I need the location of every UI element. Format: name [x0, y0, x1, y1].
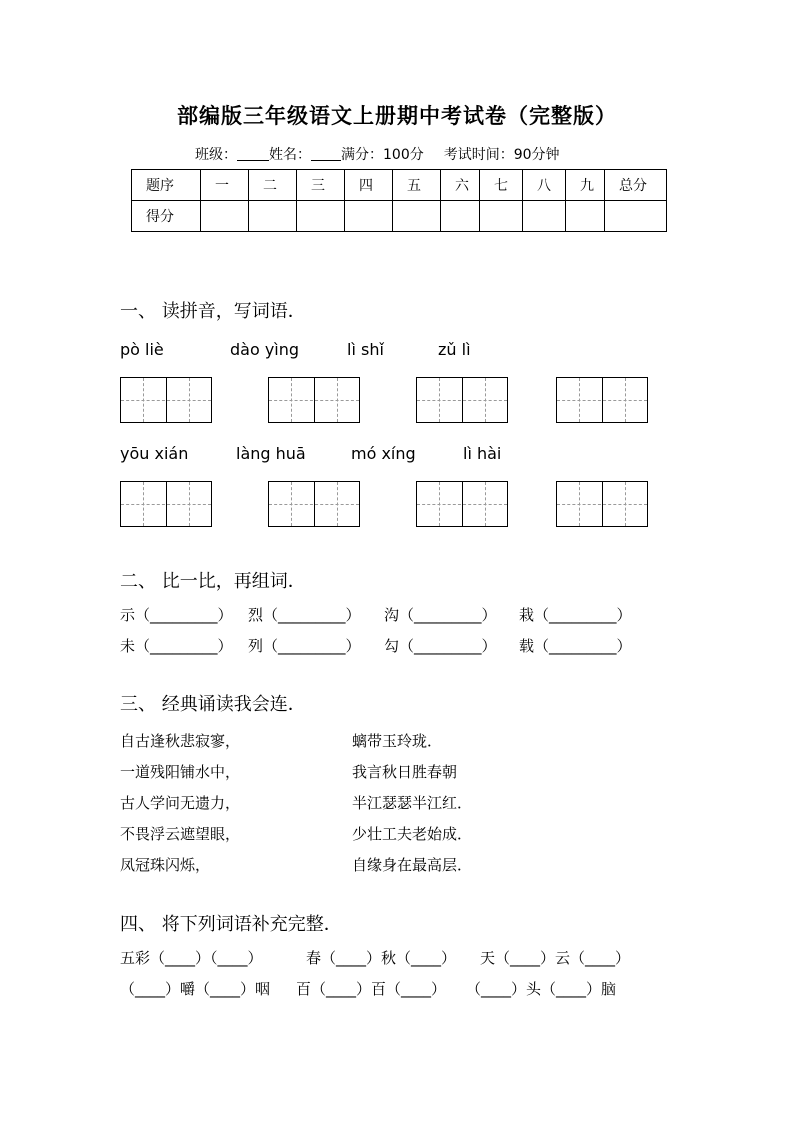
idiom-fill-item[interactable]: 天（____）云（____）: [480, 949, 631, 967]
score-row-label: 得分: [132, 201, 201, 232]
score-cell[interactable]: [297, 201, 345, 232]
poem-line-left[interactable]: 凤冠珠闪烁，: [120, 856, 211, 874]
pinyin-label: lì hài: [463, 444, 502, 463]
exam-time: 考试时间：90分钟: [443, 147, 560, 163]
full-score: 满分：100分: [341, 147, 424, 163]
section-1-title: 一、 读拼音，写词语．: [120, 301, 306, 322]
poem-line-left[interactable]: 一道残阳铺水中，: [120, 763, 241, 781]
writing-grid[interactable]: [416, 377, 508, 423]
score-header-cell: 七: [480, 170, 523, 201]
score-cell[interactable]: [393, 201, 441, 232]
score-table: [131, 169, 667, 232]
poem-line-left[interactable]: 不畏浮云遮望眼，: [120, 825, 241, 843]
idiom-fill-item[interactable]: （____）头（____）脑: [466, 980, 617, 998]
idiom-fill-item[interactable]: 百（____）百（____）: [296, 980, 447, 998]
writing-grid[interactable]: [268, 377, 360, 423]
score-header-cell: 一: [201, 170, 249, 201]
pinyin-label: lì shǐ: [347, 340, 384, 359]
section-3-title: 三、 经典诵读我会连．: [120, 694, 306, 715]
score-header-cell: 九: [566, 170, 605, 201]
score-header-cell: 四: [345, 170, 393, 201]
poem-line-right[interactable]: 少壮工夫老始成．: [352, 825, 473, 843]
score-cell[interactable]: [201, 201, 249, 232]
writing-grid[interactable]: [120, 377, 212, 423]
page-title: 部编版三年级语文上册期中考试卷（完整版）: [177, 103, 617, 128]
writing-grid[interactable]: [556, 481, 648, 527]
idiom-fill-item[interactable]: 五彩（____）（____）: [120, 949, 263, 967]
score-cell[interactable]: [441, 201, 480, 232]
score-table-header-row: [132, 170, 667, 201]
section-4-title: 四、 将下列词语补充完整．: [120, 914, 342, 935]
poem-line-left[interactable]: 古人学问无遗力，: [120, 794, 241, 812]
word-compare-item[interactable]: 栽（_________）: [519, 606, 632, 624]
exam-info: [195, 144, 560, 164]
writing-grid[interactable]: [120, 481, 212, 527]
poem-line-right[interactable]: 螭带玉玲珑．: [352, 732, 443, 750]
score-header-cell: 二: [249, 170, 297, 201]
word-compare-item[interactable]: 载（_________）: [519, 637, 632, 655]
section-2-title: 二、 比一比，再组词．: [120, 571, 306, 592]
pinyin-label: pò liè: [120, 340, 164, 359]
pinyin-label: dào yìng: [230, 340, 300, 359]
pinyin-label: yōu xián: [120, 444, 189, 463]
poem-line-right[interactable]: 半江瑟瑟半江红．: [352, 794, 473, 812]
word-compare-item[interactable]: 列（_________）: [248, 637, 361, 655]
writing-grid[interactable]: [556, 377, 648, 423]
word-compare-item[interactable]: 沟（_________）: [384, 606, 497, 624]
score-cell[interactable]: [249, 201, 297, 232]
score-header-cell: 五: [393, 170, 441, 201]
poem-line-left[interactable]: 自古逢秋悲寂寥，: [120, 732, 241, 750]
score-table-score-row: [132, 201, 667, 232]
word-compare-item[interactable]: 示（_________）: [120, 606, 233, 624]
pinyin-label: mó xíng: [351, 444, 416, 463]
class-label: 班级：: [195, 147, 237, 163]
idiom-fill-item[interactable]: 春（____）秋（____）: [306, 949, 457, 967]
score-cell[interactable]: [566, 201, 605, 232]
poem-line-right[interactable]: 我言秋日胜春朝: [352, 763, 458, 781]
score-cell[interactable]: [605, 201, 667, 232]
word-compare-item[interactable]: 未（_________）: [120, 637, 233, 655]
name-label: 姓名：: [269, 147, 311, 163]
score-cell[interactable]: [523, 201, 566, 232]
word-compare-item[interactable]: 勾（_________）: [384, 637, 497, 655]
poem-line-right[interactable]: 自缘身在最高层．: [352, 856, 473, 874]
score-cell[interactable]: [480, 201, 523, 232]
score-header-cell: 三: [297, 170, 345, 201]
score-header-cell: 六: [441, 170, 480, 201]
writing-grid[interactable]: [416, 481, 508, 527]
pinyin-label: làng huā: [236, 444, 306, 463]
score-header-cell: 八: [523, 170, 566, 201]
class-blank[interactable]: [237, 146, 269, 161]
idiom-fill-item[interactable]: （____）嚼（____）咽: [120, 980, 271, 998]
score-header-cell: 总分: [605, 170, 667, 201]
writing-grid[interactable]: [268, 481, 360, 527]
word-compare-item[interactable]: 烈（_________）: [248, 606, 361, 624]
score-cell[interactable]: [345, 201, 393, 232]
score-header-cell: 题序: [132, 170, 201, 201]
pinyin-label: zǔ lì: [438, 340, 471, 359]
name-blank[interactable]: [311, 146, 341, 161]
